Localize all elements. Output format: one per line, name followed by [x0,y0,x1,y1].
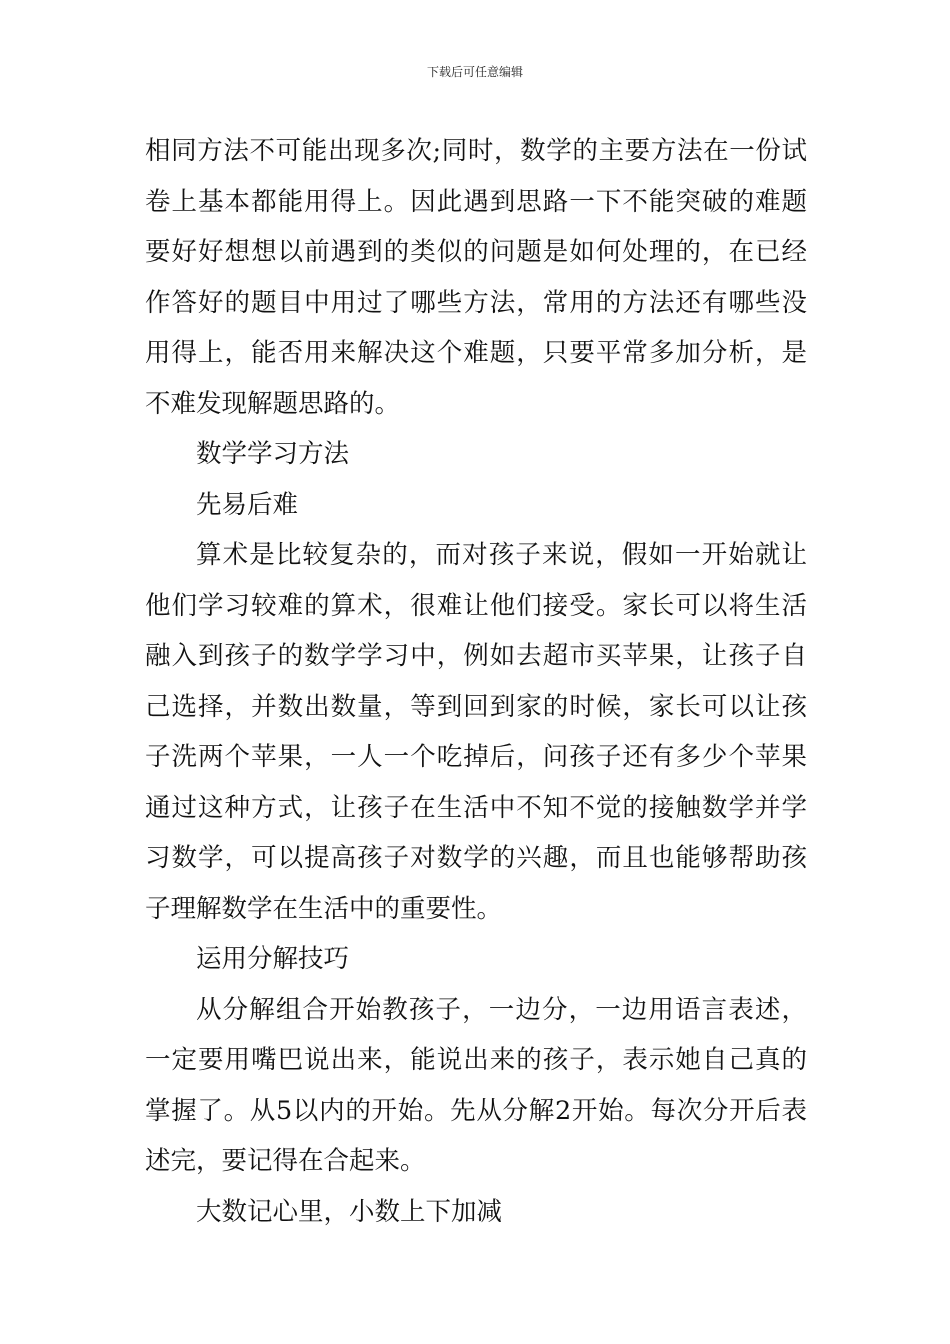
text-line: 己选择，并数出数量，等到回到家的时候，家长可以让孩 [145,691,807,722]
text-line: 他们学习较难的算术，很难让他们接受。家长可以将生活 [145,590,807,621]
text-line: 作答好的题目中用过了哪些方法，常用的方法还有哪些没 [145,287,807,318]
text-line: 述完，要记得在合起来。 [145,1146,426,1176]
paragraph [145,126,807,429]
text-line: 相同方法不可能出现多次;同时，数学的主要方法在一份试 [145,136,807,166]
section-heading: 运用分解技巧 [196,944,350,974]
text-line: 算术是比较复杂的，而对孩子来说，假如一开始就让 [196,540,807,570]
text-line: 子理解数学在生活中的重要性。 [145,893,503,924]
text-line: 习数学，可以提高孩子对数学的兴趣，而且也能够帮助孩 [145,843,807,873]
section-heading: 大数记心里，小数上下加减 [196,1196,503,1227]
text-line: 用得上，能否用来解决这个难题，只要平常多加分析，是 [145,338,807,368]
text-line: 一定要用嘴巴说出来，能说出来的孩子，表示她自己真的 [145,1045,807,1075]
section-heading: 先易后难 [196,489,299,520]
document-body [145,126,807,1237]
page-header: 下载后可任意编辑 [426,65,523,79]
text-line: 掌握了。从5以内的开始。先从分解2开始。每次分开后表 [145,1095,807,1126]
text-line: 不难发现解题思路的。 [145,388,401,419]
text-line: 通过这种方式，让孩子在生活中不知不觉的接触数学并学 [145,792,807,823]
section-heading: 数学学习方法 [196,439,350,469]
text-line: 要好好想想以前遇到的类似的问题是如何处理的，在已经 [145,237,807,267]
text-line: 从分解组合开始教孩子，一边分，一边用语言表述， [196,994,807,1025]
text-line: 卷上基本都能用得上。因此遇到思路一下不能突破的难题 [145,186,807,217]
text-line: 融入到孩子的数学学习中，例如去超市买苹果，让孩子自 [145,641,807,671]
paragraph [145,530,807,934]
text-line: 子洗两个苹果，一人一个吃掉后，问孩子还有多少个苹果 [145,742,807,772]
paragraph [145,985,807,1187]
